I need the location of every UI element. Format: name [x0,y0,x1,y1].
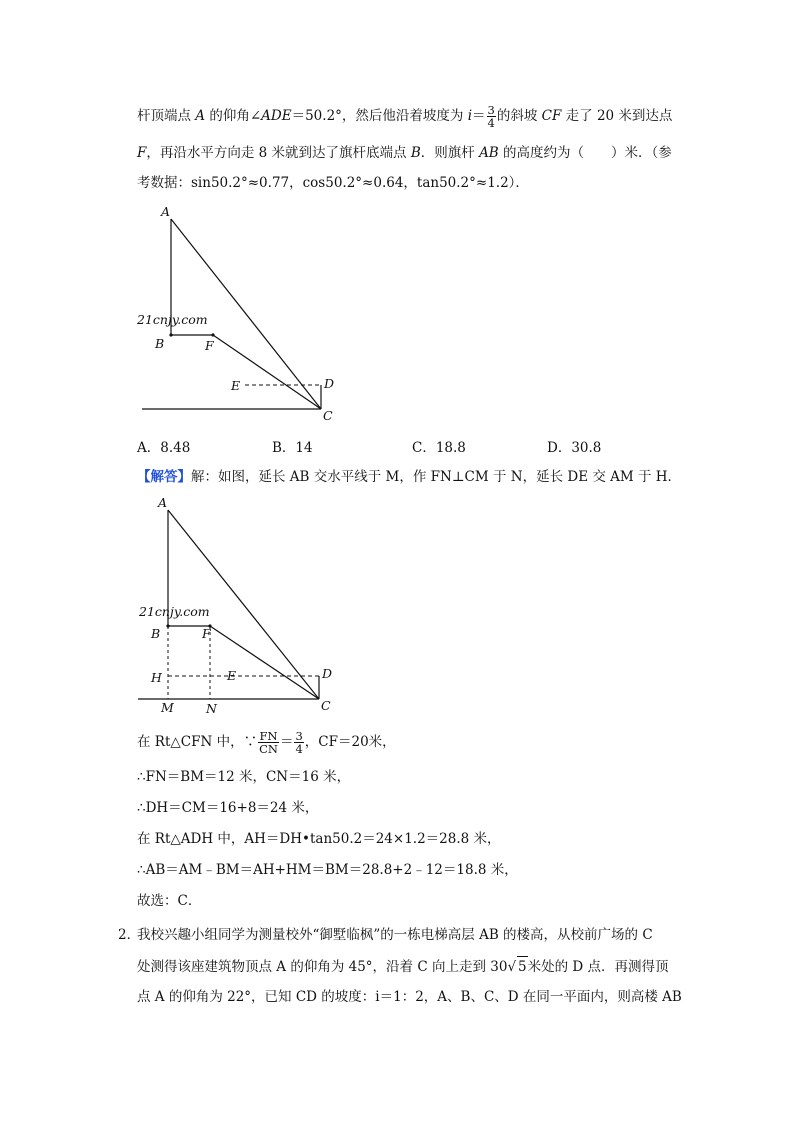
var-A: A [195,108,206,124]
text: 的仰角∠ [205,108,262,124]
text: 处测得该座建筑物顶点 A 的仰角为 45°，沿着 C 向上走到 30 [137,959,508,975]
label-A: A [158,495,168,510]
text: 的斜坡 [496,108,542,124]
answer-step2: ∴FN＝BM＝12 米，CN＝16 米， [137,769,351,785]
answer-step1 [137,730,396,755]
label-E: E [231,378,241,393]
text: ＝50.2°，然后他沿着坡度为 [291,108,468,124]
option-b: B．14 [272,440,313,456]
var-F: F [137,145,147,161]
label-F: F [205,338,214,353]
problem1-line2 [137,143,672,163]
fraction-numerator: 3 [487,103,495,117]
fraction-numerator: FN [259,729,278,743]
ratio-fraction [258,730,279,755]
fraction-denominator: CN [259,742,278,756]
fraction-denominator: 4 [487,116,495,130]
problem2-line3: 点 A 的仰角为 22°，已知 CD 的坡度：i＝1：2，A、B、C、D 在同一平面内，则高楼 AB [137,989,682,1005]
option-d: D．30.8 [547,440,602,456]
label-M: M [161,700,174,715]
segment-FC [213,335,321,409]
label-B: B [151,626,161,641]
slope-fraction [487,104,496,129]
var-CF: CF [541,108,562,124]
label-E: E [227,668,237,683]
var-AB: AB [479,145,499,161]
problem2-line2 [137,956,669,977]
text: 的高度约为（ ）米．（参 [498,145,672,161]
value-fraction [294,730,303,755]
text: 杆顶端点 [137,108,196,124]
option-a: A．8.48 [137,440,191,456]
answer-tag: 【解答】 [137,469,191,485]
text: 在 Rt△CFN 中，∵ [137,734,258,750]
figure2-diagram [135,492,345,717]
problem2-number: 2． [118,927,141,943]
sqrt-radicand: 5 [517,956,528,977]
watermark: 21cnjy.com [139,604,210,619]
label-F: F [202,626,211,641]
label-N: N [206,701,217,716]
label-D: D [324,376,335,391]
label-C: C [321,698,331,713]
text: ，再沿水平方向走 8 米就到达了旗杆底端点 [146,145,411,161]
answer-intro-text: 解：如图，延长 AB 交水平线于 M，作 FN⊥CM 于 N，延长 DE 交 AM 于 H． [191,469,682,485]
label-H: H [151,670,162,685]
label-A: A [161,204,171,219]
label-D: D [322,666,333,681]
problem1-line1 [137,104,672,129]
text: ．则旗杆 [420,145,480,161]
figure1-diagram [135,200,345,425]
answer-step5: ∴AB＝AM﹣BM＝AH+HM＝BM＝28.8+2﹣12＝18.8 米， [137,862,518,878]
text: 米处的 D 点．再测得顶 [527,959,669,975]
sqrt-symbol: √ [507,959,517,975]
option-c: C．18.8 [412,440,466,456]
watermark: 21cnjy.com [137,312,208,327]
var-B: B [410,145,421,161]
text: ＝ [279,734,294,750]
answer-step6: 故选：C． [137,893,202,909]
text: ，CF＝20米， [304,734,396,750]
fraction-numerator: 3 [295,729,303,743]
answer-step4: 在 Rt△ADH 中，AH＝DH•tan50.2＝24×1.2＝28.8 米， [137,831,501,847]
problem2-line1: 我校兴趣小组同学为测量校外“御墅临枫”的一栋电梯高层 AB 的楼高，从校前广场的 C [137,927,653,943]
segment-FC [210,626,319,699]
var-i: i [467,108,473,124]
label-C: C [323,408,333,423]
label-B: B [155,336,165,351]
point-B [169,333,172,336]
text: 走了 20 米到达点 [561,108,673,124]
point-B [166,624,169,627]
text: ＝ [472,108,486,124]
var-ADE: ADE [261,108,292,124]
point-F [211,333,214,336]
answer-step3: ∴DH＝CM＝16+8＝24 米， [137,800,319,816]
answer-intro [137,467,681,487]
fraction-denominator: 4 [295,742,303,756]
problem1-line3: 考数据：sin50.2°≈0.77，cos50.2°≈0.64，tan50.2°≈1.2）． [137,175,529,191]
